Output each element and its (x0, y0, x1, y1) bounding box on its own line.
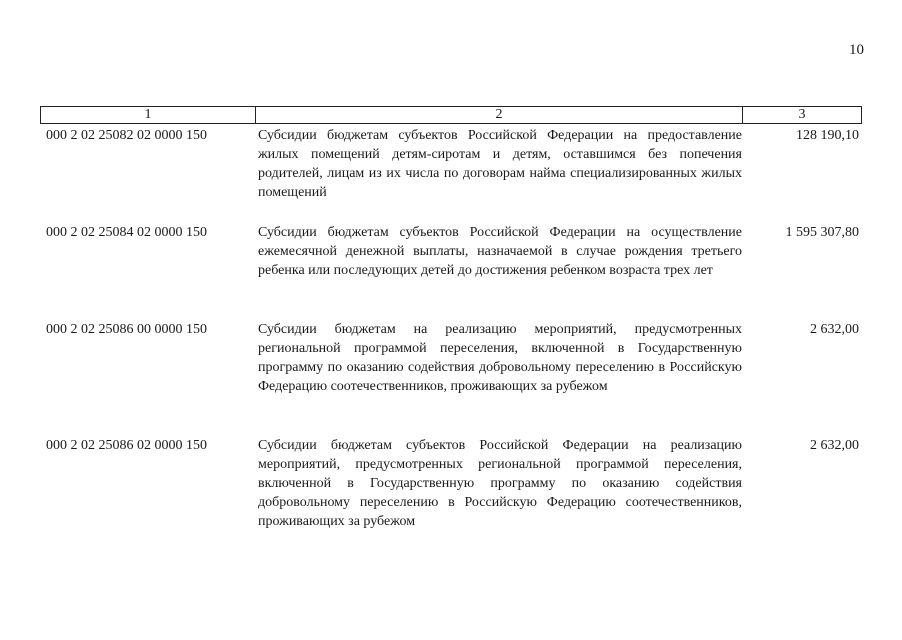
income-description: Субсидии бюджетам субъектов Российской Федерации на предоставление жилых помещений детям-сиротам и детям, оставшимся без попечения родителей, лицам из их числа по договорам найма специализированных жилых помещений (258, 128, 742, 200)
table-row (40, 436, 862, 531)
budget-code: 000 2 02 25082 02 0000 150 (46, 128, 207, 143)
budget-code: 000 2 02 25086 00 0000 150 (46, 322, 207, 337)
table-row (40, 320, 862, 396)
budget-code: 000 2 02 25086 02 0000 150 (46, 438, 207, 453)
budget-code: 000 2 02 25084 02 0000 150 (46, 225, 207, 240)
amount: 2 632,00 (810, 438, 859, 453)
income-description: Субсидии бюджетам субъектов Российской Федерации на реализацию мероприятий, предусмотренных региональной программой переселения, включенной в Государственную программу по оказанию содействия добровольному переселению в Российскую Федерацию соотечественников, проживающих за рубежом (258, 438, 742, 529)
header-column-2: 2 (256, 107, 743, 123)
table-row (40, 126, 862, 202)
amount: 1 595 307,80 (785, 225, 859, 240)
income-description: Субсидии бюджетам субъектов Российской Федерации на осуществление ежемесячной денежной выплаты, назначаемой в случае рождения третьего ребенка или последующих детей до достижения ребенком возраста трех лет (258, 225, 742, 278)
amount: 2 632,00 (810, 322, 859, 337)
income-description: Субсидии бюджетам на реализацию мероприятий, предусмотренных региональной программой переселения, включенной в Государственную программу по оказанию содействия добровольному переселению в Российскую Федерацию соотечественников, проживающих за рубежом (258, 322, 742, 394)
table-row (40, 223, 862, 280)
header-column-3: 3 (798, 107, 806, 122)
table-header-row (40, 106, 862, 124)
amount: 128 190,10 (796, 128, 859, 143)
page-number: 10 (849, 42, 864, 58)
header-column-1: 1 (41, 107, 256, 123)
